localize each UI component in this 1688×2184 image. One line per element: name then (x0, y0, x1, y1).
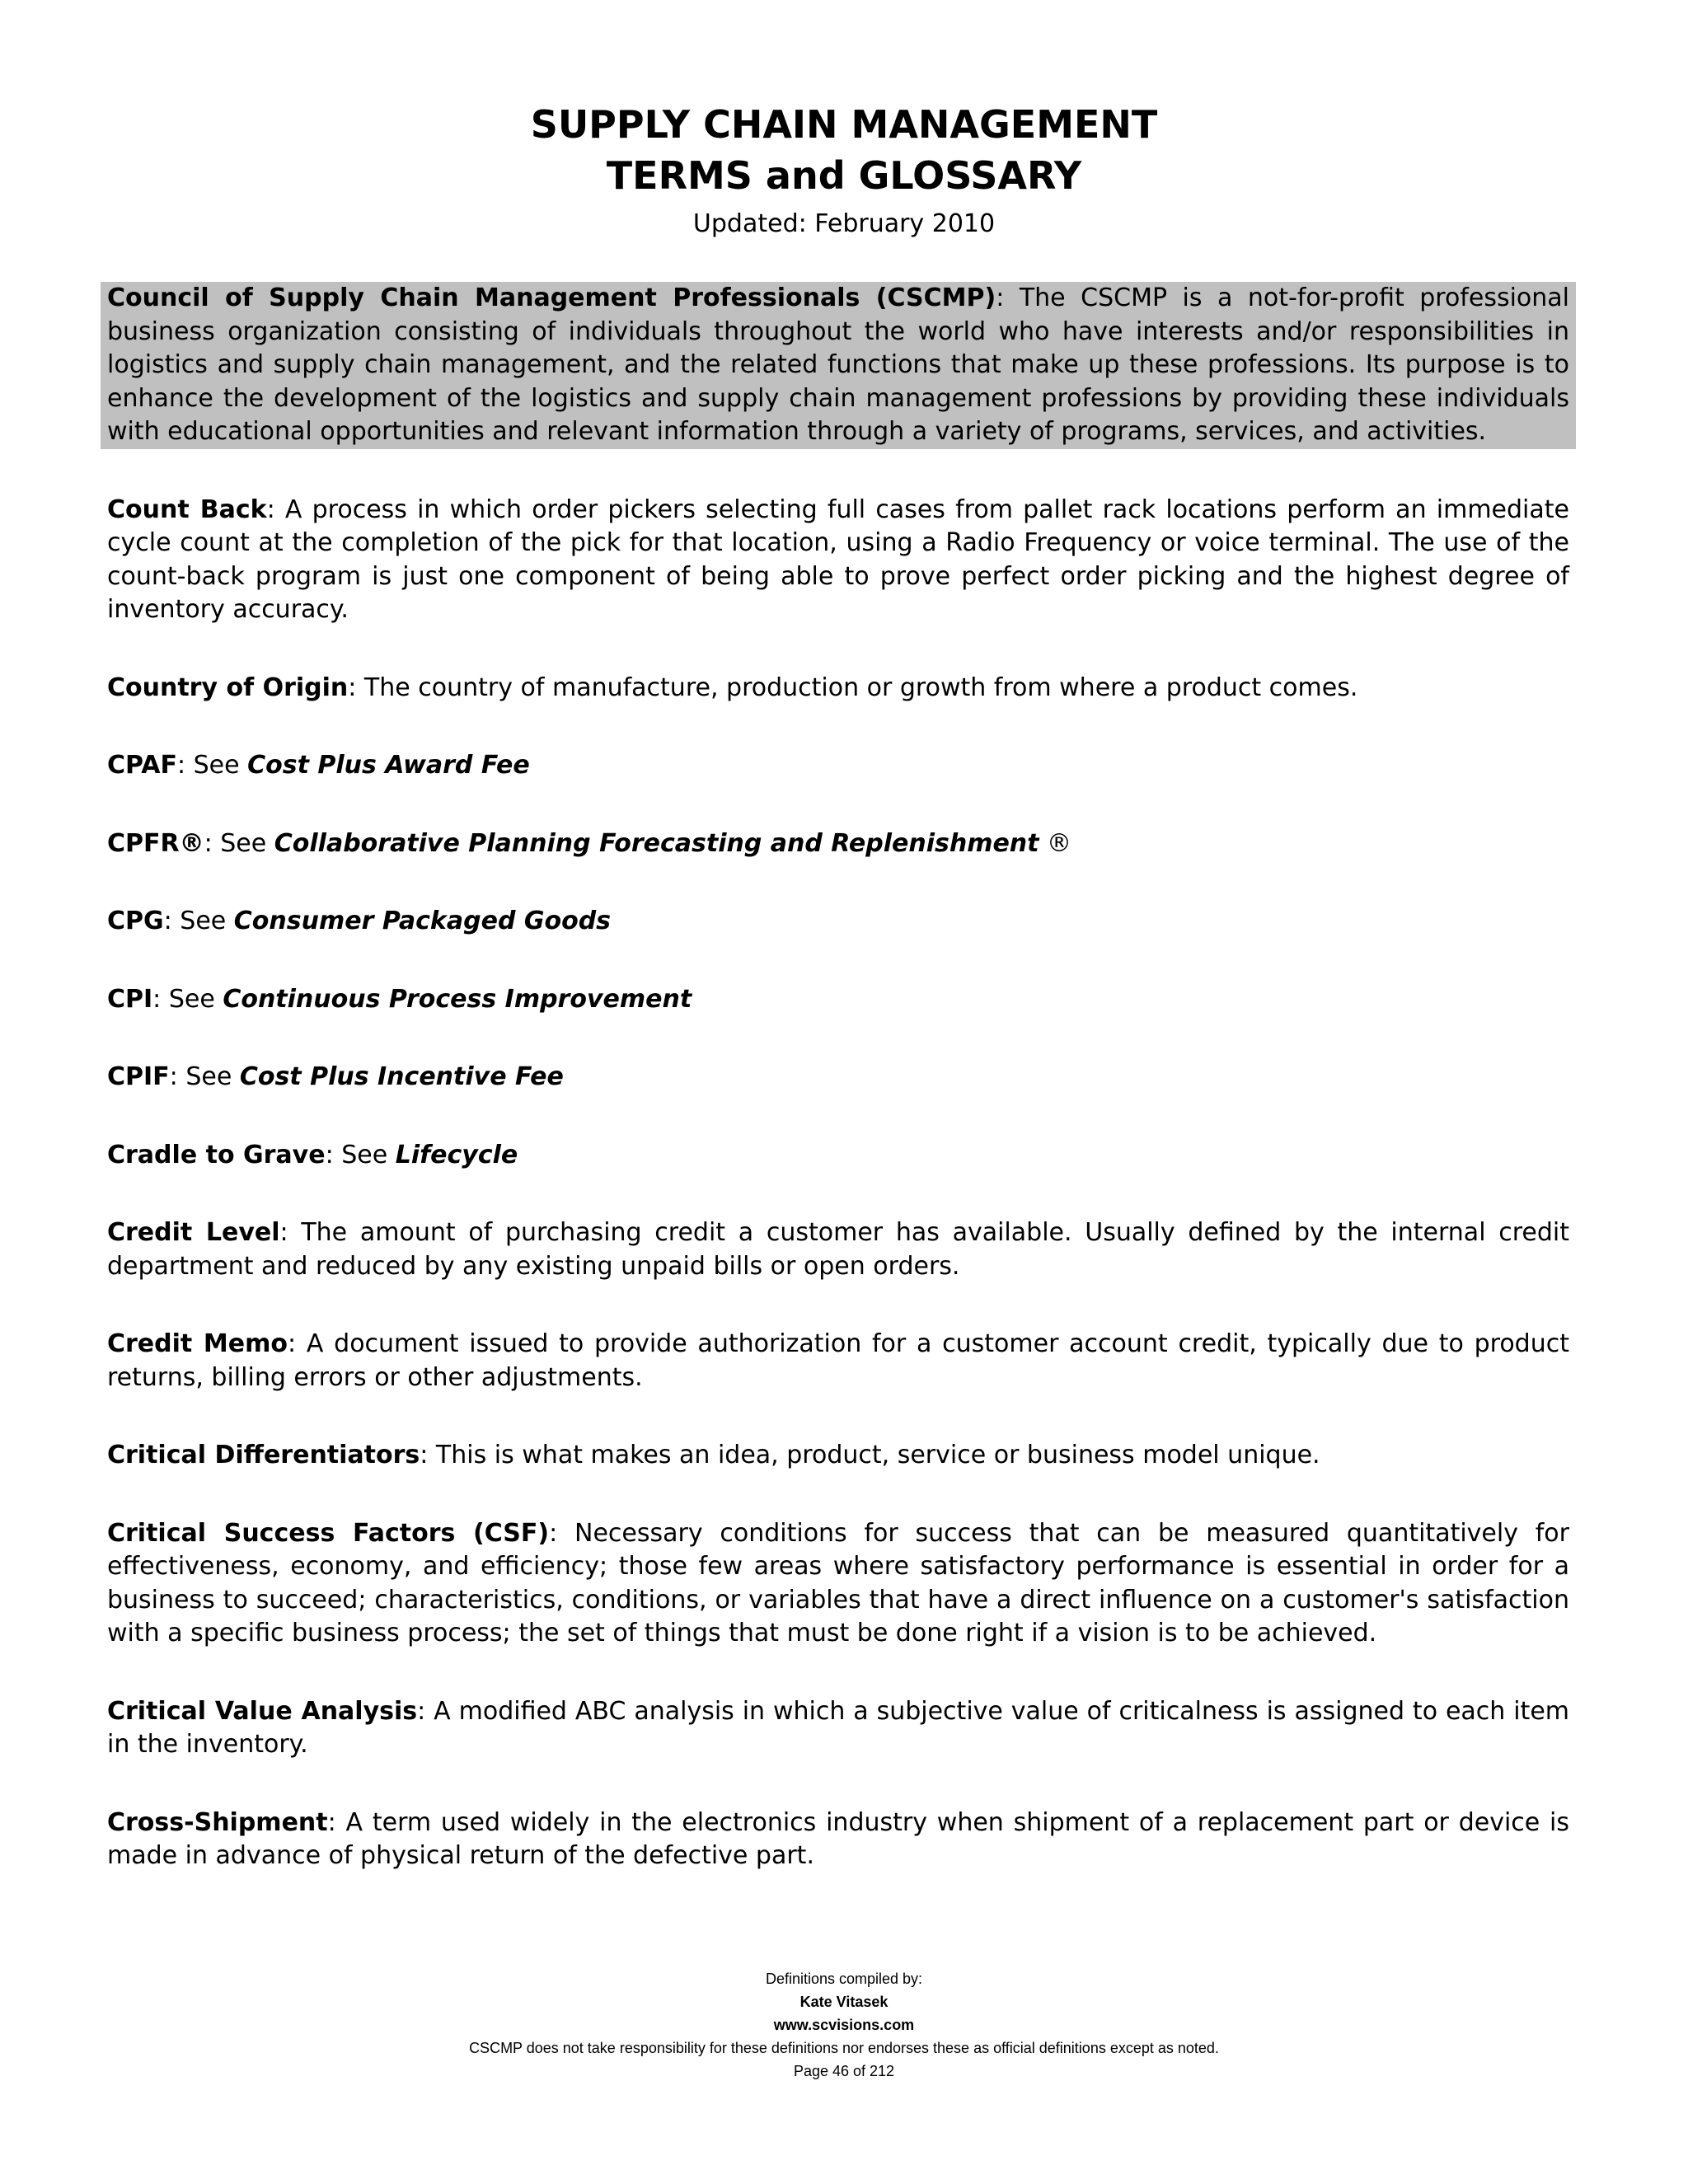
glossary-term: Count Back (107, 494, 267, 524)
glossary-entry-country-of-origin (101, 672, 1576, 705)
updated-date: Updated: February 2010 (692, 209, 996, 238)
glossary-definition: : A modified ABC analysis in which a subjective value of criticalness is assigned to each item in the inventory. (107, 1696, 1570, 1759)
glossary-entry-critical-value-analysis (101, 1695, 1576, 1762)
glossary-term: CPIF (107, 1062, 170, 1091)
glossary-term: Credit Level (107, 1218, 280, 1247)
glossary-definition: : The country of manufacture, production or growth from where a product comes. (348, 673, 1358, 702)
glossary-term: CPI (107, 984, 153, 1014)
registered-mark: ® (1039, 828, 1072, 858)
glossary-term: Credit Memo (107, 1329, 288, 1358)
glossary-definition: : A term used widely in the electronics industry when shipment of a replacement part or device is made in advance of physical return of the defective part. (107, 1807, 1569, 1870)
glossary-entry-credit-level (101, 1216, 1576, 1283)
glossary-term: Cross-Shipment (107, 1807, 328, 1837)
footer-author: Kate Vitasek (799, 1994, 889, 2010)
glossary-entry-cpif (101, 1061, 1576, 1094)
glossary-term: Critical Differentiators (107, 1441, 420, 1469)
see-prefix: : See (204, 828, 274, 858)
document-header (0, 99, 1688, 242)
glossary-definition: : A document issued to provide authorization for a customer account credit, typically due to product returns, billing errors or other adjustments. (107, 1329, 1569, 1392)
glossary-term: Critical Success Factors (CSF) (107, 1518, 550, 1548)
glossary-term: Council of Supply Chain Management Professionals (CSCMP) (107, 284, 996, 312)
see-reference: Collaborative Planning Forecasting and Replenishment (274, 828, 1039, 858)
document-title-line-2: TERMS and GLOSSARY (606, 153, 1082, 198)
glossary-entry-critical-differentiators (101, 1439, 1576, 1473)
glossary-entry-critical-success-factors (101, 1517, 1576, 1651)
glossary-term: CPFR® (107, 828, 204, 858)
glossary-entry-cross-shipment (101, 1807, 1576, 1873)
see-reference: Lifecycle (395, 1140, 518, 1169)
glossary-term: CPAF (107, 751, 177, 780)
footer-disclaimer: CSCMP does not take responsibility for these definitions nor endorses these as official definitions except as noted. (469, 2040, 1219, 2056)
glossary-definition: : A process in which order pickers selecting full cases from pallet rack locations perform an immediate cycle count at the completion of the pick for that location, using a Radio Frequency or voice terminal. The use of the count-back program is just one component of being able to prove perfect order picking and the highest degree of inventory accuracy. (107, 494, 1569, 624)
glossary-definition: : This is what makes an idea, product, service or business model unique. (420, 1441, 1320, 1469)
footer-compiled-by: Definitions compiled by: (765, 1971, 923, 1987)
glossary-term: CPG (107, 907, 164, 935)
see-reference: Consumer Packaged Goods (233, 907, 612, 935)
glossary-definition: : The CSCMP is a not-for-profit professional business organization consisting of individuals throughout the world who have interests and/or responsibilities in logistics and supply chain management, and the related functions that make up these professions. Its purpose is to enhance the development of the logistics and supply chain management professions by providing these individuals with educational opportunities and relevant information through a variety of programs, services, and activities. (107, 284, 1570, 446)
glossary-entry-cpi (101, 983, 1576, 1017)
glossary-entry-cpfr (101, 827, 1576, 861)
see-reference: Continuous Process Improvement (223, 984, 692, 1014)
glossary-entry-cpg (101, 905, 1576, 939)
see-prefix: : See (176, 751, 248, 780)
page-footer (0, 1967, 1688, 2083)
see-prefix: : See (152, 984, 223, 1014)
see-reference: Cost Plus Incentive Fee (239, 1062, 564, 1091)
glossary-entry-cradle-to-grave (101, 1139, 1576, 1173)
document-title-line-1: SUPPLY CHAIN MANAGEMENT (530, 102, 1158, 147)
glossary-entry-cpaf (101, 749, 1576, 783)
glossary-entries (101, 282, 1576, 1918)
glossary-definition: : Necessary conditions for success that can be measured quantitatively for effectiveness, economy, and efficiency; those few areas where satisfactory performance is essential in order for a business to succeed; characteristics, conditions, or variables that have a direct influence on a customer's satisfaction with a specific business process; the set of things that must be done right if a vision is to be achieved. (107, 1518, 1569, 1647)
glossary-term: Cradle to Grave (107, 1140, 326, 1169)
glossary-definition: : The amount of purchasing credit a customer has available. Usually defined by the internal credit department and reduced by any existing unpaid bills or open orders. (107, 1218, 1569, 1281)
see-prefix: : See (325, 1140, 396, 1169)
glossary-term: Country of Origin (107, 673, 349, 702)
footer-page-number: Page 46 of 212 (793, 2063, 895, 2079)
footer-website-link[interactable]: www.scvisions.com (773, 2017, 915, 2033)
see-prefix: : See (163, 907, 234, 935)
glossary-entry-cscmp (101, 282, 1576, 449)
glossary-entry-count-back (101, 494, 1576, 627)
see-reference: Cost Plus Award Fee (247, 751, 530, 780)
glossary-term: Critical Value Analysis (107, 1696, 418, 1726)
see-prefix: : See (169, 1062, 240, 1091)
glossary-entry-credit-memo (101, 1328, 1576, 1394)
